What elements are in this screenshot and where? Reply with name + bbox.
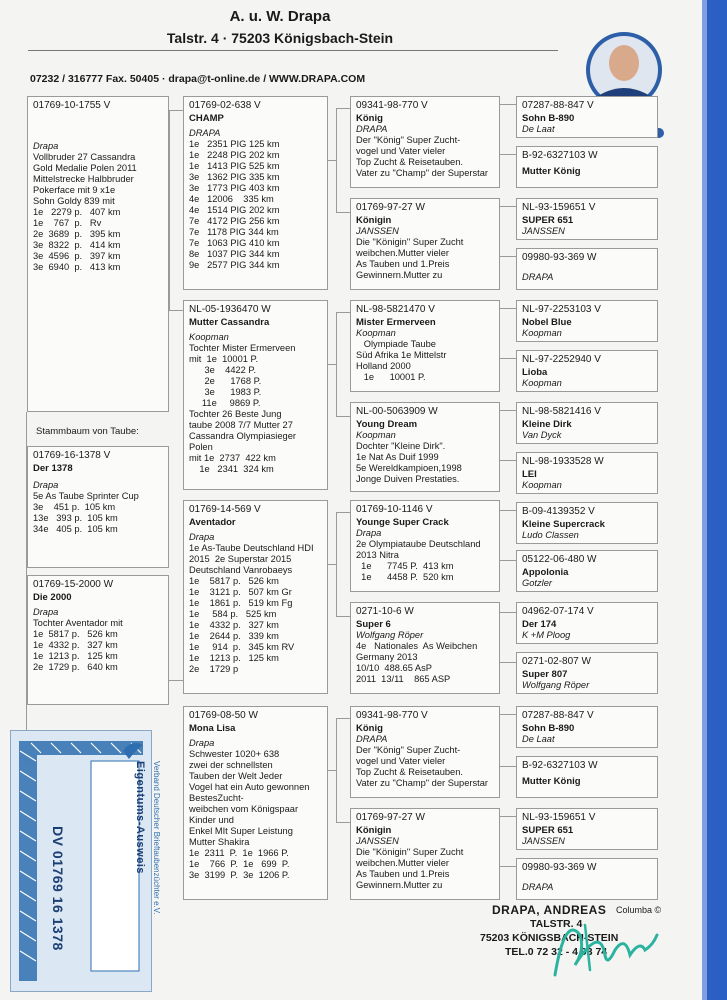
connector: [169, 110, 170, 310]
result-line: 2e 1729 p: [189, 664, 239, 674]
note-line: Gewinnern.Mutter zu: [356, 880, 443, 890]
sibling-name: Der 1378: [33, 463, 73, 474]
subject-line: 1e 2279 p. 407 km: [33, 207, 121, 217]
note-line: 2011 13/11 865 ASP: [356, 674, 451, 684]
result-line: Tochter Mister Ermerveen: [189, 343, 296, 353]
result-line: 7e 4172 PIG 256 km: [189, 216, 280, 226]
pigeon-name: SUPER 651: [522, 215, 574, 226]
note-line: Top Zucht & Reisetauben.: [356, 767, 463, 777]
pigeon-id: 09341-98-770 V: [356, 710, 428, 721]
connector: [500, 510, 516, 511]
result-line: 1e 1413 PIG 525 km: [189, 161, 280, 171]
subject-line: Pokerface mit 9 x1e: [33, 185, 116, 195]
pigeon-breeder: K +M Ploog: [522, 630, 571, 640]
result-line: 2015 2e Superstar 2015: [189, 554, 292, 564]
result-line: Mutter Shakira: [189, 837, 250, 847]
pigeon-name: Mutter König: [522, 166, 581, 177]
result-line: Vogel hat ein Auto gewonnen: [189, 782, 310, 792]
note-line: 2e Olympiataube Deutschland: [356, 539, 481, 549]
sibling-line: 34e 405 p. 105 km: [33, 524, 118, 534]
connector: [169, 110, 183, 111]
pigeon-id: 01769-14-569 V: [189, 504, 261, 515]
result-line: 1e 3121 p. 507 km Gr: [189, 587, 292, 597]
ancestor-card[interactable]: [516, 858, 658, 900]
note-line: As Tauben und 1.Preis: [356, 259, 450, 269]
note-line: Top Zucht & Reisetauben.: [356, 157, 463, 167]
ancestor-card[interactable]: [516, 198, 658, 240]
sibling-line: 13e 393 p. 105 km: [33, 513, 118, 523]
result-line: Polen: [189, 442, 213, 452]
pigeon-id: NL-05-1936470 W: [189, 304, 271, 315]
sibling-line: 1e 1213 p. 125 km: [33, 651, 118, 661]
pigeon-id: B-92-6327103 W: [522, 760, 598, 771]
result-line: mit 1e 2737 422 km: [189, 453, 276, 463]
pigeon-name: Der 174: [522, 619, 557, 630]
grandparent-card-mister-ermerveen[interactable]: [350, 300, 500, 392]
note-line: weibchen.Mutter vieler: [356, 858, 450, 868]
sibling-line: 5e As Taube Sprinter Cup: [33, 491, 139, 501]
connector: [500, 662, 516, 663]
result-line: BestesZucht-: [189, 793, 244, 803]
pigeon-breeder: DRAPA: [189, 128, 221, 138]
result-line: 1e 2248 PIG 202 km: [189, 150, 280, 160]
pigeon-id: NL-93-159651 V: [522, 812, 596, 823]
ancestor-card[interactable]: [516, 706, 658, 748]
result-line: 3e 3199 P. 3e 1206 P.: [189, 870, 290, 880]
connector: [500, 256, 516, 257]
pigeon-id: NL-97-2252940 V: [522, 354, 601, 365]
note-line: 4e Nationales As Weibchen: [356, 641, 478, 651]
header-address: Talstr. 4 · 75203 Königsbach-Stein: [166, 30, 394, 46]
connector: [500, 154, 516, 155]
subject-line: Vollbruder 27 Cassandra: [33, 152, 136, 162]
subject-line: 3e 8322 p. 414 km: [33, 240, 121, 250]
pigeon-name: König: [356, 723, 383, 734]
connector: [500, 612, 516, 613]
stamp-org: Verband Deutscher Brieftaubenzüchter e.V.: [152, 761, 161, 915]
pigeon-id: NL-98-1933528 W: [522, 456, 604, 467]
result-line: 1e 1861 p. 519 km Fg: [189, 598, 293, 608]
connector: [328, 160, 336, 161]
pigeon-id: 01769-10-1146 V: [356, 504, 433, 515]
result-line: 1e 4332 p. 327 km: [189, 620, 279, 630]
connector: [336, 312, 337, 416]
note-line: Jonge Duiven Prestaties.: [356, 474, 460, 484]
connector: [500, 766, 516, 767]
pigeon-name: LEI: [522, 469, 537, 480]
pigeon-breeder: De Laat: [522, 124, 555, 134]
result-line: 1e 766 P. 1e 699 P.: [189, 859, 290, 869]
result-line: 4e 12006 335 km: [189, 194, 274, 204]
note-line: Vater zu "Champ" der Superstar: [356, 168, 488, 178]
pigeon-breeder: Koopman: [522, 328, 562, 338]
connector: [500, 460, 516, 461]
pigeon-id: B-92-6327103 W: [522, 150, 598, 161]
pigeon-breeder: JANSSEN: [522, 226, 565, 236]
connector: [336, 822, 350, 823]
note-line: 10/10 488.65 AsP: [356, 663, 432, 673]
result-line: 1e 5817 p. 526 km: [189, 576, 279, 586]
result-line: 3e 1983 P.: [189, 387, 262, 397]
pigeon-id: 09980-93-369 W: [522, 252, 597, 263]
pigeon-name: Younge Super Crack: [356, 517, 449, 528]
ownership-stamp: [10, 730, 161, 992]
subject-line: Sohn Goldy 839 mit: [33, 196, 115, 206]
pigeon-name: CHAMP: [189, 113, 224, 124]
note-line: 1e 7745 P. 413 km: [356, 561, 454, 571]
pigeon-name: Super 6: [356, 619, 391, 630]
sibling-name: Die 2000: [33, 592, 72, 603]
pigeon-breeder: Gotzler: [522, 578, 552, 588]
footer-city: 75203 KÖNIGSBACH-STEIN: [480, 932, 619, 944]
sibling-breeder: Drapa: [33, 480, 59, 490]
result-line: Kinder und: [189, 815, 234, 825]
ancestor-card[interactable]: [516, 248, 658, 290]
pigeon-name: Appolonia: [522, 567, 569, 578]
result-line: 1e 2351 PIG 125 km: [189, 139, 280, 149]
connector: [169, 310, 183, 311]
connector: [336, 512, 350, 513]
ancestor-card[interactable]: [516, 96, 658, 138]
note-line: Der "König" Super Zucht-: [356, 135, 461, 145]
footer-name: DRAPA, ANDREAS: [492, 903, 607, 917]
pigeon-breeder: JANSSEN: [356, 836, 399, 846]
connector: [328, 770, 336, 771]
pigeon-id: 05122-06-480 W: [522, 554, 597, 565]
result-line: 1e 914 p. 345 km RV: [189, 642, 295, 652]
pigeon-breeder: DRAPA: [522, 882, 554, 892]
footer-street: TALSTR. 4: [530, 918, 583, 930]
pigeon-breeder: Van Dyck: [522, 430, 562, 440]
parent-card-champ[interactable]: [183, 96, 328, 290]
sibling-line: Tochter Aventador mit: [33, 618, 123, 628]
stamp-ring-number: DV 01769 16 1378: [50, 826, 66, 951]
pigeon-name: Nobel Blue: [522, 317, 572, 328]
pigeon-breeder: De Laat: [522, 734, 555, 744]
pigeon-breeder: Drapa: [189, 532, 215, 542]
result-line: 8e 1037 PIG 344 km: [189, 249, 280, 259]
note-line: As Tauben und 1.Preis: [356, 869, 450, 879]
pigeon-breeder: Wolfgang Röper: [522, 680, 590, 690]
note-line: Vater zu "Champ" der Superstar: [356, 778, 488, 788]
connector: [336, 108, 350, 109]
result-line: 11e 9869 P.: [189, 398, 261, 408]
connector: [336, 718, 337, 822]
ancestor-card[interactable]: [516, 502, 658, 544]
pigeon-id: 09341-98-770 V: [356, 100, 428, 111]
result-line: zwei der schnellsten: [189, 760, 273, 770]
pigeon-id: NL-00-5063909 W: [356, 406, 438, 417]
pigeon-name: Kleine Dirk: [522, 419, 572, 430]
sibling-card-1378[interactable]: [27, 446, 169, 568]
pigeon-name: Aventador: [189, 517, 236, 528]
pigeon-id: 07287-88-847 V: [522, 100, 594, 111]
subject-line: 3e 4596 p. 397 km: [33, 251, 121, 261]
pigeon-name: Sohn B-890: [522, 723, 575, 734]
sibling-id: 01769-15-2000 W: [33, 579, 114, 590]
pigeon-id: 04962-07-174 V: [522, 606, 594, 617]
grandparent-card-younge-super-crack[interactable]: [350, 500, 500, 592]
sibling-line: 1e 4332 p. 327 km: [33, 640, 118, 650]
pigeon-id: NL-98-5821416 V: [522, 406, 601, 417]
note-line: 5e Wereldkampioen,1998: [356, 463, 462, 473]
pigeon-id: 07287-88-847 V: [522, 710, 594, 721]
note-line: Germany 2013: [356, 652, 418, 662]
pigeon-breeder: Koopman: [522, 480, 562, 490]
pigeon-breeder: Wolfgang Röper: [356, 630, 424, 640]
grandparent-card-super-6[interactable]: [350, 602, 500, 694]
connector: [500, 358, 516, 359]
connector: [169, 680, 183, 681]
parent-card-aventador[interactable]: [183, 500, 328, 694]
header-contact: 07232 / 316777 Fax. 50405 · drapa@t-online.de / WWW.DRAPA.COM: [30, 73, 366, 85]
connector: [328, 364, 336, 365]
ancestor-card[interactable]: [516, 808, 658, 850]
pigeon-id: 01769-97-27 W: [356, 812, 425, 823]
note-line: Holland 2000: [356, 361, 411, 371]
note-line: vogel und Vater vieler: [356, 756, 446, 766]
pigeon-id: NL-97-2253103 V: [522, 304, 601, 315]
result-line: Tochter 26 Beste Jung: [189, 409, 282, 419]
connector: [336, 616, 350, 617]
page-edge-blue: [707, 0, 727, 1000]
grandparent-card-koenigin[interactable]: [350, 198, 500, 290]
pigeon-name: Königin: [356, 825, 392, 836]
sibling-breeder: Drapa: [33, 607, 59, 617]
note-line: Dochter "Kleine Dirk".: [356, 441, 446, 451]
note-line: vogel und Vater vieler: [356, 146, 446, 156]
pigeon-id: 01769-02-638 V: [189, 100, 261, 111]
ancestor-card[interactable]: [516, 300, 658, 342]
ancestor-card[interactable]: [516, 402, 658, 444]
result-line: 3e 1362 PIG 335 km: [189, 172, 280, 182]
header-name: A. u. W. Drapa: [229, 8, 331, 25]
pigeon-name: Sohn B-890: [522, 113, 575, 124]
ancestor-card[interactable]: [516, 452, 658, 494]
result-line: 1e 1213 p. 125 km: [189, 653, 279, 663]
connector: [500, 560, 516, 561]
sibling-id: 01769-16-1378 V: [33, 450, 111, 461]
grandparent-card-young-dream[interactable]: [350, 402, 500, 492]
sibling-line: 3e 451 p. 105 km: [33, 502, 116, 512]
parent-card-mutter-cassandra[interactable]: [183, 300, 328, 490]
pigeon-name: Lioba: [522, 367, 548, 378]
result-line: Enkel MIt Super Leistung: [189, 826, 293, 836]
result-line: 1e 2311 P. 1e 1966 P.: [189, 848, 289, 858]
pigeon-id: NL-98-5821470 V: [356, 304, 435, 315]
parent-card-mona-lisa[interactable]: [183, 706, 328, 900]
result-line: Deutschland Vanrobaeys: [189, 565, 293, 575]
pigeon-name: Kleine Supercrack: [522, 519, 605, 530]
pigeon-breeder: DRAPA: [356, 734, 388, 744]
pigeon-breeder: Koopman: [522, 378, 562, 388]
connector: [336, 312, 350, 313]
result-line: Schwester 1020+ 638: [189, 749, 280, 759]
connector: [500, 866, 516, 867]
note-line: 2013 Nitra: [356, 550, 399, 560]
pigeon-name: Mutter König: [522, 776, 581, 787]
grandparent-card-koenig[interactable]: [350, 96, 500, 188]
footer-copyright: Columba ©: [616, 905, 662, 915]
signature: [545, 905, 665, 985]
note-line: 1e Nat As Duif 1999: [356, 452, 439, 462]
pigeon-breeder: Koopman: [356, 328, 396, 338]
result-line: 1e 584 p. 525 km: [189, 609, 277, 619]
pigeon-name: SUPER 651: [522, 825, 574, 836]
subject-id: 01769-10-1755 V: [33, 100, 111, 111]
pigeon-breeder: Koopman: [356, 430, 396, 440]
note-line: Die "Königin" Super Zucht: [356, 847, 464, 857]
pigeon-breeder: JANSSEN: [522, 836, 565, 846]
result-line: 1e As-Taube Deutschland HDI: [189, 543, 314, 553]
ancestor-card[interactable]: [516, 756, 658, 798]
ancestor-card[interactable]: [516, 146, 658, 188]
pigeon-breeder: JANSSEN: [356, 226, 399, 236]
connector: [336, 416, 350, 417]
result-line: Cassandra Olympiasieger: [189, 431, 296, 441]
connector: [500, 104, 516, 105]
result-line: 4e 1514 PIG 202 km: [189, 205, 280, 215]
subject-line: Gold Medalie Polen 2011: [33, 163, 137, 173]
result-line: mit 1e 10001 P.: [189, 354, 259, 364]
result-line: weibchen vom Königspaar: [189, 804, 299, 814]
note-line: Die "Königin" Super Zucht: [356, 237, 464, 247]
result-line: taube 2008 7/7 Mutter 27: [189, 420, 293, 430]
stamp-title: Eigentums-Ausweis: [134, 761, 146, 875]
pigeon-id: 0271-10-6 W: [356, 606, 414, 617]
subject-line: 3e 6940 p. 413 km: [33, 262, 121, 272]
pigeon-breeder: Ludo Classen: [522, 530, 579, 540]
connector: [328, 564, 336, 565]
note-line: weibchen.Mutter vieler: [356, 248, 450, 258]
pigeon-breeder: Drapa: [189, 738, 215, 748]
subject-breeder: Drapa: [33, 141, 59, 151]
connector: [500, 308, 516, 309]
note-line: 1e 4458 P. 520 km: [356, 572, 454, 582]
note-line: Gewinnern.Mutter zu: [356, 270, 443, 280]
connector: [336, 512, 337, 616]
pigeon-breeder: DRAPA: [356, 124, 388, 134]
result-line: 7e 1178 PIG 344 km: [189, 227, 279, 237]
pigeon-id: 01769-08-50 W: [189, 710, 258, 721]
result-line: 7e 1063 PIG 410 km: [189, 238, 280, 248]
note-line: Süd Afrika 1e Mittelstr: [356, 350, 447, 360]
stamp-pattern: [11, 731, 151, 991]
header-divider: [28, 50, 558, 51]
pigeon-name: Königin: [356, 215, 392, 226]
pigeon-breeder: DRAPA: [522, 272, 554, 282]
ancestor-card[interactable]: [516, 602, 658, 644]
ancestor-card[interactable]: [516, 550, 658, 592]
pigeon-id: B-09-4139352 V: [522, 506, 595, 517]
ancestor-card[interactable]: [516, 652, 658, 694]
connector: [336, 718, 350, 719]
sibling-line: 1e 5817 p. 526 km: [33, 629, 118, 639]
connector: [500, 714, 516, 715]
pigeon-name: Super 807: [522, 669, 568, 680]
connector: [500, 816, 516, 817]
pigeon-id: 09980-93-369 W: [522, 862, 597, 873]
pigeon-breeder: Drapa: [356, 528, 382, 538]
subject-line: Mittelstrecke Halbbruder: [33, 174, 134, 184]
result-line: 9e 2577 PIG 344 km: [189, 260, 280, 270]
pigeon-name: Mister Ermerveen: [356, 317, 436, 328]
grandparent-card-koenig-2[interactable]: [350, 706, 500, 798]
pigeon-name: Mutter Cassandra: [189, 317, 270, 328]
pigeon-id: NL-93-159651 V: [522, 202, 596, 213]
note-line: Der "König" Super Zucht-: [356, 745, 461, 755]
result-line: 3e 1773 PIG 403 km: [189, 183, 280, 193]
connector: [336, 108, 337, 212]
connector: [500, 206, 516, 207]
pigeon-name: Young Dream: [356, 419, 418, 430]
result-line: 1e 2644 p. 339 km: [189, 631, 279, 641]
connector: [336, 212, 350, 213]
note-line: 1e 10001 P.: [356, 372, 426, 382]
pigeon-id: 0271-02-807 W: [522, 656, 591, 667]
grandparent-card-koenigin-2[interactable]: [350, 808, 500, 900]
ancestor-card[interactable]: [516, 350, 658, 392]
result-line: 1e 2341 324 km: [189, 464, 274, 474]
result-line: 2e 1768 P.: [189, 376, 262, 386]
connector: [500, 410, 516, 411]
note-line: Olympiade Taube: [356, 339, 436, 349]
sibling-card-2000[interactable]: [27, 575, 169, 705]
subject-line: 1e 767 p. Rv: [33, 218, 102, 228]
pigeon-breeder: Koopman: [189, 332, 229, 342]
pigeon-name: Mona Lisa: [189, 723, 236, 734]
result-line: Tauben der Welt Jeder: [189, 771, 283, 781]
stammbaum-label: Stammbaum von Taube:: [33, 426, 142, 437]
footer-tel: TEL.0 72 32 - 4 93 74: [505, 946, 608, 958]
subject-card[interactable]: [27, 96, 169, 412]
sibling-line: 2e 1729 p. 640 km: [33, 662, 118, 672]
pigeon-name: König: [356, 113, 383, 124]
pigeon-id: 01769-97-27 W: [356, 202, 425, 213]
result-line: 3e 4422 P.: [189, 365, 257, 375]
subject-line: 2e 3689 p. 395 km: [33, 229, 121, 239]
